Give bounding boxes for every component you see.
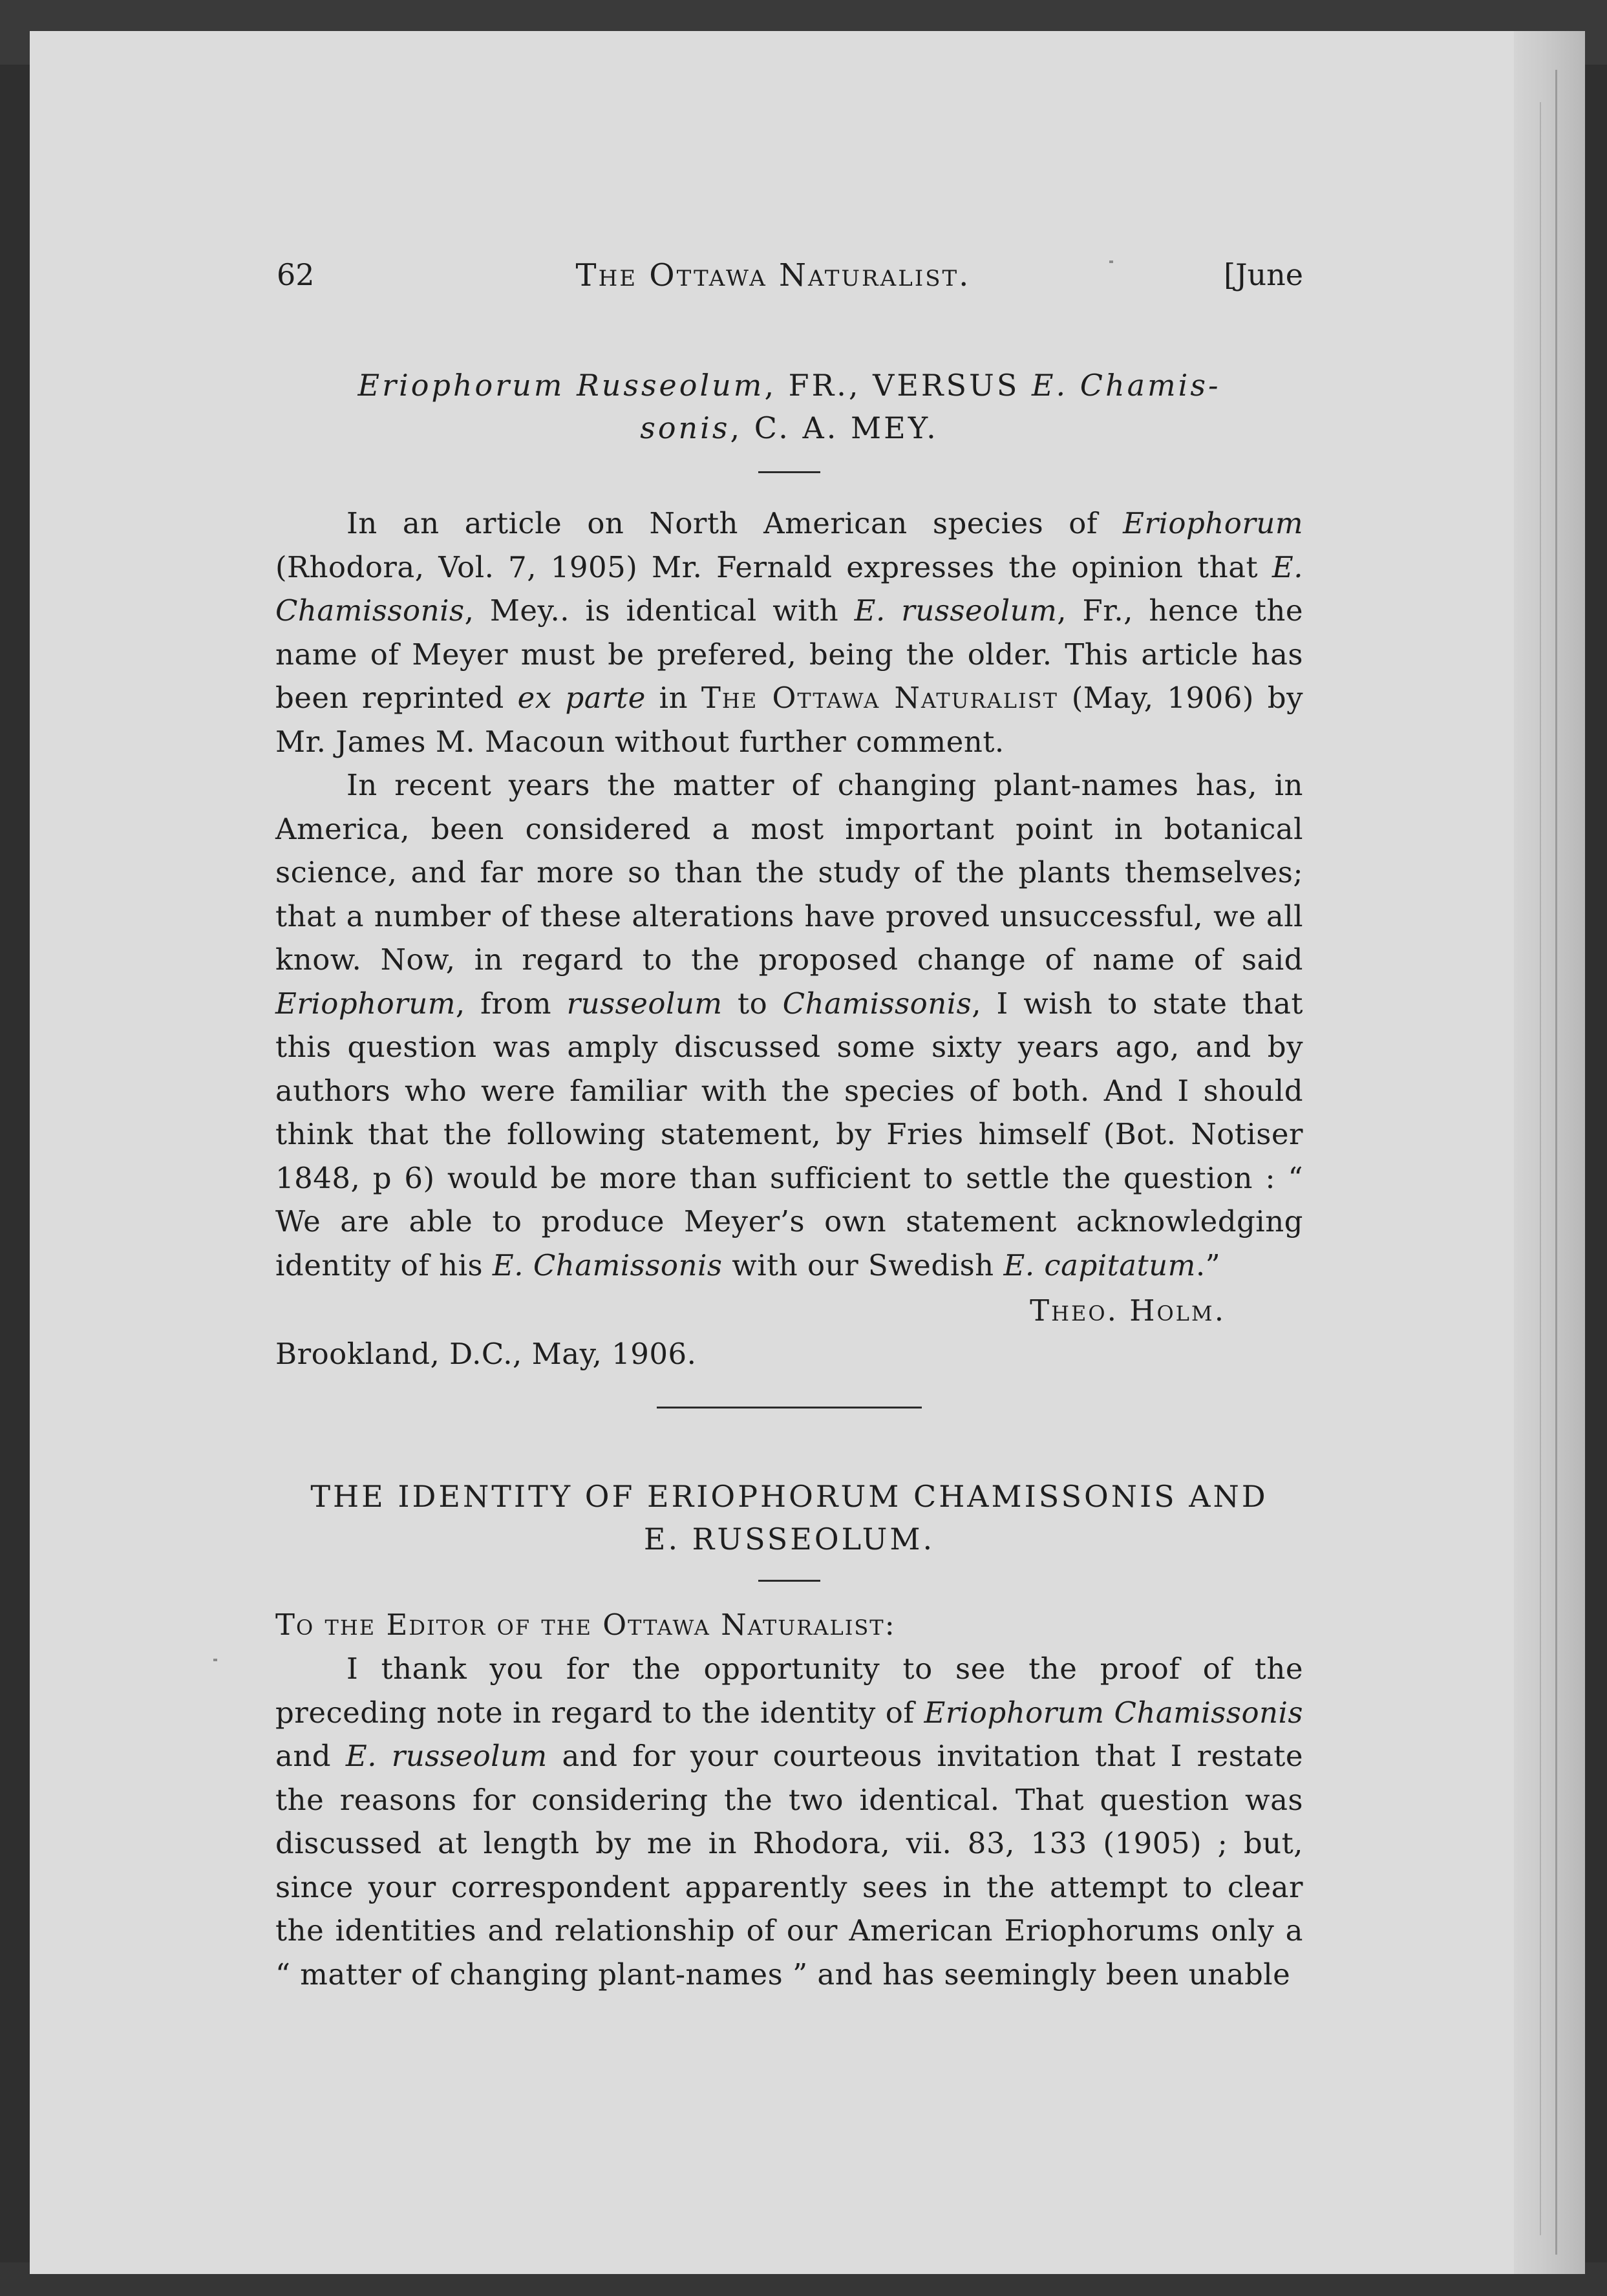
text-run: In recent years the matter of changing plant-names has, in America, been considered a most important point in botanical science, and far more so than the study of the plants themselves; that a number of these alterations have proved unsuccessful, we all know. Now, in regard to the proposed change of name of said [275,768,1303,977]
article-1 [275,364,1303,1371]
text-run: with our Swedish [722,1248,1004,1282]
title-taxon-1: Eriophorum Russeolum [357,368,765,403]
article-2 [275,1475,1303,1996]
text-run: , from [455,986,567,1021]
running-head [243,257,1303,303]
text-run: , Mey.. is identical with [464,593,855,628]
article-2-paragraph-1 [275,1647,1303,1996]
text-run: in [645,681,701,715]
article-2-title [275,1475,1303,1560]
page-number: 62 [277,257,315,292]
taxon-name: E. russeolum [854,593,1058,628]
title-taxon-2: E. Chamis- [1031,368,1221,403]
salutation: To the Editor of the Ottawa Naturalist: [275,1608,896,1642]
dateline: Brookland, D.C., May, 1906. [275,1337,697,1371]
article-1-title [275,364,1303,449]
text-run: (Rhodora, Vol. 7, 1905) Mr. Fernald expresses the opinion that [275,549,1272,584]
text-run: I thank you for the opportunity to see the proof of the preceding note in regard to the identity of [275,1652,1303,1730]
text-run: (May, 1906) by Mr. James M. Macoun without further comment. [275,681,1303,759]
scan-speck [213,1659,217,1661]
article-2-title-line-2: E. RUSSEOLUM. [643,1522,935,1557]
taxon-name: russeolum [566,986,723,1021]
page-content [30,31,1585,2274]
journal-title: The Ottawa Naturalist. [575,257,971,293]
journal-page [30,31,1585,2274]
text-run: , I wish to state that this question was amply discussed some sixty years ago, and by authors who were familiar with the species of both. And I should think that the following statement, by Fries himself (Bot. Notiser 1848, p 6) would be more than sufficient to settle the question : “ We are able to produce Meyer’s own statement acknowledging identity of his [275,986,1304,1282]
latin-phrase: ex parte [517,681,646,715]
author-signature: Theo. Holm. [1030,1293,1226,1328]
scan-speck [1109,260,1113,263]
taxon-name: E. capitatum [1003,1248,1196,1282]
taxon-name: Eriophorum [275,986,456,1021]
taxon-name: E. Chamissonis [275,549,1303,628]
title-taxon-3: sonis [640,410,730,445]
text-run: .” [1195,1248,1221,1282]
text-run: In an article on North American species of [346,506,1123,540]
article-1-paragraph-1 [275,502,1303,763]
taxon-name: Eriophorum [1123,506,1303,540]
taxon-name: Chamissonis [782,986,972,1021]
text-run: , Fr., hence the name of Meyer must be prefered, being the older. This article has been reprinted [275,593,1303,715]
text-run: to [722,986,783,1021]
taxon-name: E. russeolum [345,1739,548,1773]
title-text-2: , C. A. MEY. [730,410,939,445]
section-divider [275,1407,1303,1408]
text-run: and for your courteous invitation that I restate the reasons for considering the two identical. That question was discussed at length by me in Rhodora, vii. 83, 133 (1905) ; but, since your correspondent apparently sees in the attempt to clear the identities and relationship of our American Eriophorums only a “ matter of changing plant-names ” and has seemingly been unable [275,1739,1304,1992]
journal-name: The Ottawa Naturalist [701,681,1058,715]
section-rule [657,1407,922,1408]
article-2-title-line-1: THE IDENTITY OF ERIOPHORUM CHAMISSONIS AND [310,1479,1268,1514]
taxon-name: Eriophorum Chamissonis [924,1695,1303,1730]
article-1-paragraph-2 [275,763,1303,1287]
issue-month: [June [1224,257,1303,292]
text-run: and [275,1739,346,1773]
taxon-name: E. Chamissonis [492,1248,723,1282]
title-text-1: , FR., VERSUS [764,368,1032,403]
